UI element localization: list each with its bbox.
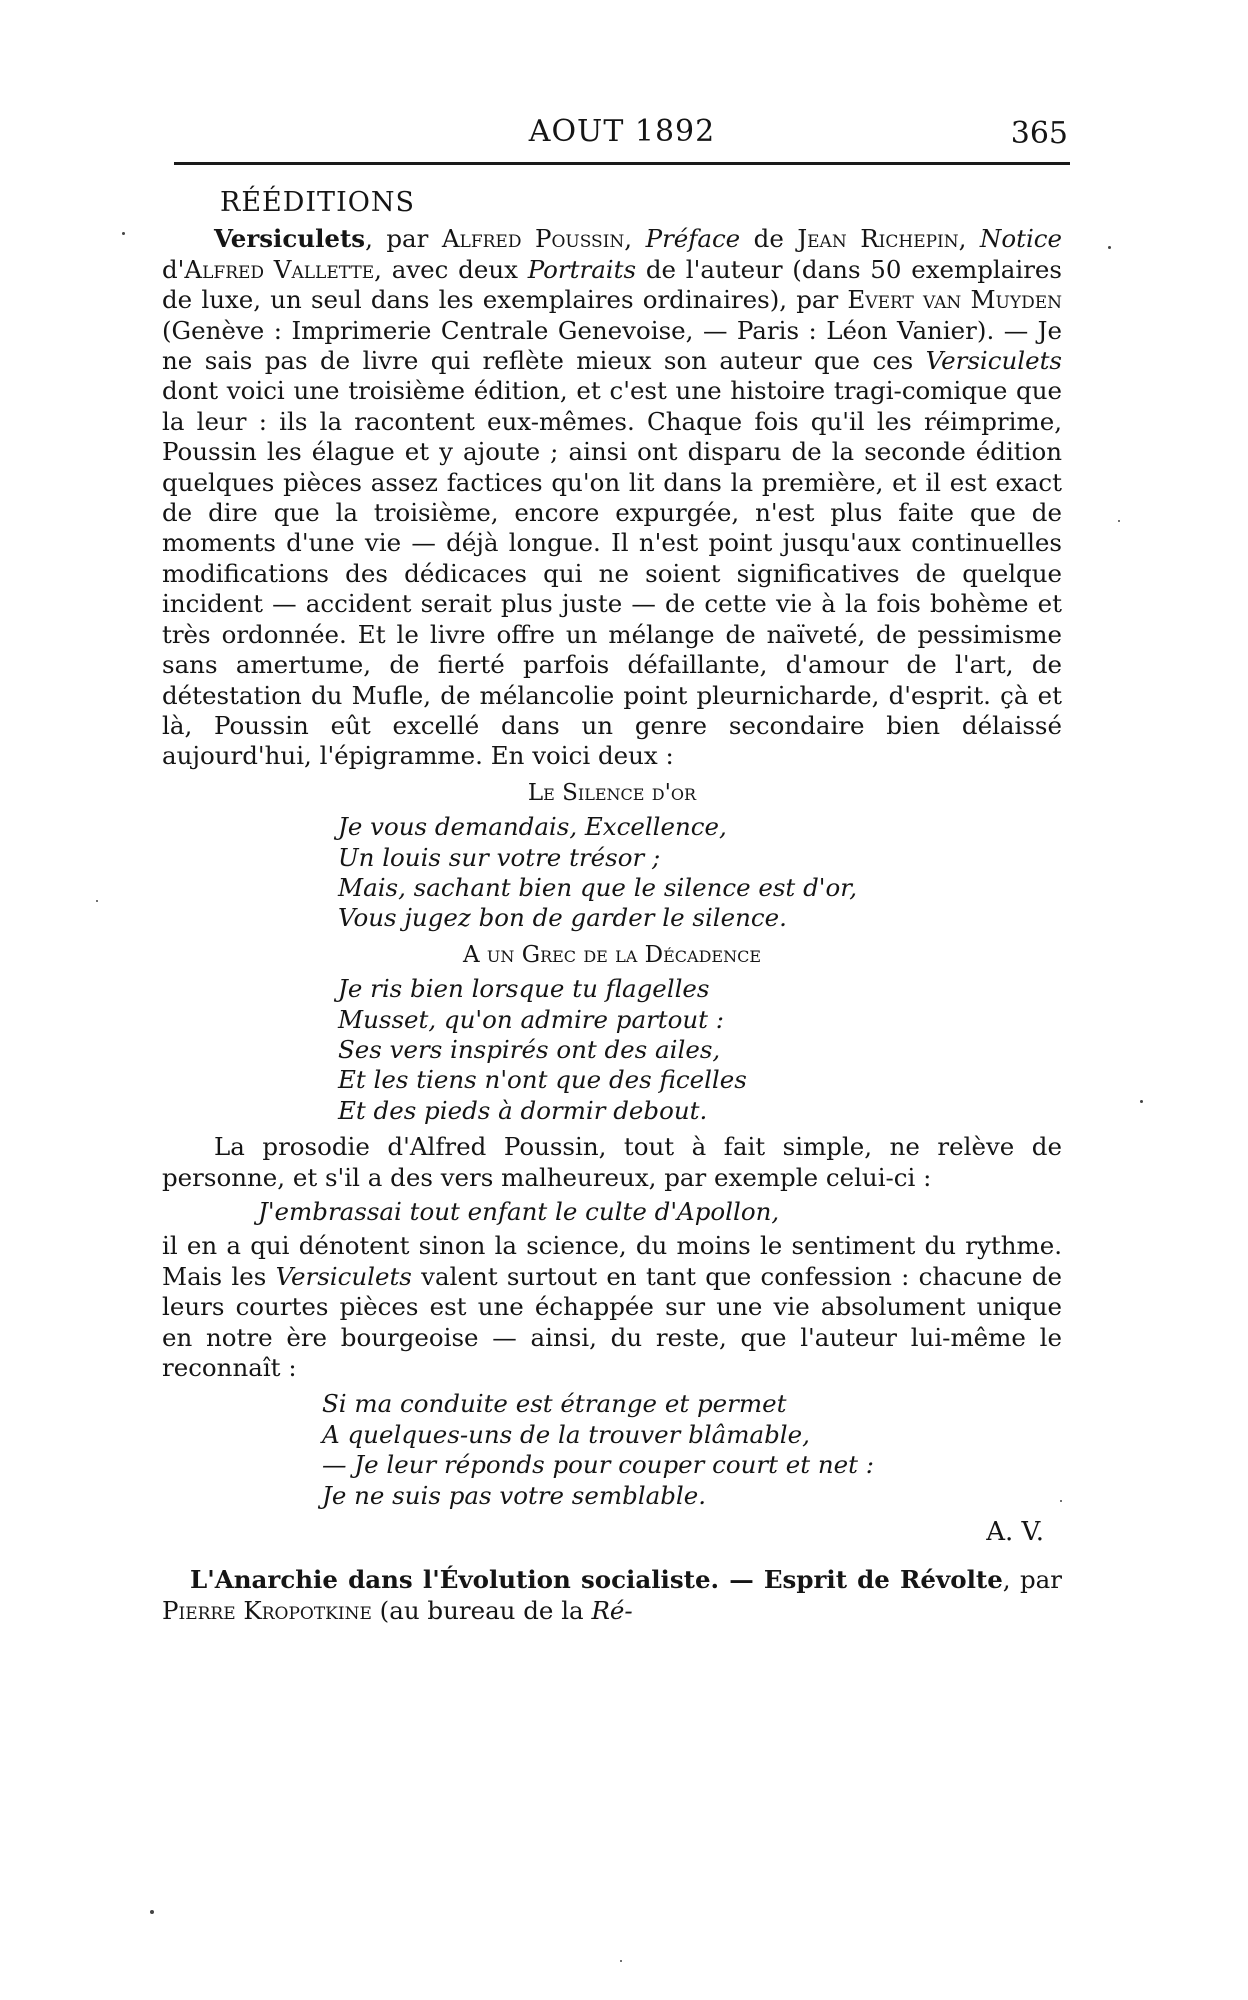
text-run: de l'auteur (dans 50 exemplaires de luxe, un seul dans les exemplaires ordinaires), par bbox=[162, 254, 1062, 315]
poem-title: A un Grec de la Décadence bbox=[462, 941, 762, 968]
text-run: , bbox=[624, 224, 646, 254]
print-speck bbox=[96, 900, 98, 902]
verse-line: Je vous demandais, Excellence, bbox=[338, 812, 727, 842]
print-speck bbox=[1118, 520, 1120, 522]
poem-grec-decadence bbox=[162, 940, 1062, 1126]
text-run: , par bbox=[365, 224, 442, 254]
text-run: , avec deux bbox=[374, 254, 528, 284]
review-paragraph-next bbox=[162, 1565, 1062, 1626]
book-title: Versiculets bbox=[214, 224, 366, 254]
header-rule bbox=[174, 162, 1070, 165]
running-title: AOUT 1892 bbox=[528, 114, 716, 149]
portraits-label: Portraits bbox=[527, 254, 637, 284]
author-name: Alfred Poussin bbox=[441, 224, 625, 254]
text-run: il en a qui dénotent sinon la science, du moins le sentiment du rythme. Mais les bbox=[162, 1231, 1062, 1291]
book-title: L'Anarchie dans l'Évolution socialiste. — Esprit de Révolte bbox=[190, 1565, 1003, 1595]
text-run: valent surtout en tant que confession : chacune de leurs courtes pièces est une échappée sur une vie absolument unique en notre ère bourgeoise — ainsi, du reste, que l'auteur lui-même le reconnaît : bbox=[162, 1261, 1062, 1383]
section-heading: RÉÉDITIONS bbox=[220, 187, 415, 218]
verse-line: Je ne suis pas votre semblable. bbox=[322, 1480, 707, 1510]
verse-line: Et des pieds à dormir debout. bbox=[338, 1095, 708, 1125]
text-run: , bbox=[958, 224, 980, 254]
book-title-italic: Versiculets bbox=[925, 346, 1062, 376]
page-header bbox=[176, 108, 1068, 162]
verse-line: Je ris bien lorsque tu flagelles bbox=[338, 974, 710, 1004]
notice-author: Alfred Vallette bbox=[184, 254, 375, 284]
text-run: (Genève : Imprimerie Centrale Genevoise, — Paris : Léon Vanier). — Je ne sais pas de livre qui reflète mieux son auteur que ces bbox=[162, 315, 1062, 376]
print-speck bbox=[1140, 1100, 1143, 1103]
verse-line: Ses vers inspirés ont des ailes, bbox=[338, 1034, 721, 1064]
verse-line: Musset, qu'on admire partout : bbox=[338, 1004, 725, 1034]
preface-label: Préface bbox=[645, 224, 741, 254]
verse-line: Mais, sachant bien que le silence est d'or, bbox=[338, 872, 858, 902]
print-speck bbox=[620, 1960, 622, 1962]
text-run: d' bbox=[162, 254, 185, 284]
verse-line: Vous jugez bon de garder le silence. bbox=[338, 903, 787, 933]
body-text bbox=[162, 188, 1062, 1626]
text-run: de bbox=[740, 224, 798, 254]
verse-line: A quelques-uns de la trouver blâmable, bbox=[322, 1419, 810, 1449]
text-run: (au bureau de la bbox=[371, 1595, 592, 1625]
print-speck bbox=[150, 1910, 154, 1914]
poem-silence-d-or bbox=[162, 778, 1062, 934]
verse-line: Et les tiens n'ont que des ficelles bbox=[338, 1065, 747, 1095]
quoted-verse: J'embrassai tout enfant le culte d'Apollon, bbox=[258, 1197, 780, 1226]
print-speck bbox=[122, 232, 125, 235]
review-paragraph-1 bbox=[162, 224, 1062, 771]
verse-line: — Je leur réponds pour couper court et net : bbox=[322, 1450, 875, 1480]
text-run: dont voici une troisième édition, et c'est une histoire tragi-comique que la leur : ils la racontent eux-mêmes. Chaque fois qu'il les réimprime, Poussin les élague et y ajoute ; ainsi ont disparu de la seconde édition quelques pièces assez factices qu'on lit dans la première, et il est exact de dire que la troisième, encore expurgée, n'est plus faite que de moments d'une vie — déjà longue. Il n'est point jusqu'aux continuelles modifications des dédicaces qui ne soient significatives de quelque incident — accident serait plus juste — de cette vie à la fois bohème et très ordonnée. Et le livre offre un mélange de naïveté, de pessimisme sans amertume, de fierté parfois défaillante, d'amour de l'art, de détestation du Mufle, de mélancolie point pleurnicharde, d'esprit. çà et là, Poussin eût excellé dans un genre secondaire bien délaissé aujourd'hui, l'épigramme. En voici deux : bbox=[162, 376, 1062, 771]
book-title-italic: Versiculets bbox=[275, 1261, 412, 1291]
page-number: 365 bbox=[1010, 116, 1068, 151]
review-paragraph-2: La prosodie d'Alfred Poussin, tout à fait simple, ne relève de personne, et s'il a des vers malheureux, par exemple celui-ci : bbox=[162, 1132, 1062, 1192]
preface-author: Jean Richepin bbox=[797, 224, 959, 254]
text-run: , par bbox=[1002, 1565, 1063, 1595]
verse-line: Un louis sur votre trésor ; bbox=[338, 842, 661, 872]
text-run-italic: Ré- bbox=[591, 1595, 633, 1625]
author-name: Pierre Kropotkine bbox=[162, 1595, 372, 1625]
engraver-name: Evert van Muyden bbox=[847, 285, 1062, 315]
verse-line: Si ma conduite est étrange et permet bbox=[322, 1389, 787, 1419]
poem-title: Le Silence d'or bbox=[527, 779, 697, 806]
print-speck bbox=[1108, 246, 1111, 249]
notice-label: Notice bbox=[979, 224, 1063, 254]
print-speck bbox=[1060, 1500, 1062, 1502]
review-paragraph-3 bbox=[162, 1231, 1062, 1383]
poem-conduite bbox=[162, 1389, 1062, 1511]
reviewer-signature: A. V. bbox=[986, 1517, 1044, 1548]
